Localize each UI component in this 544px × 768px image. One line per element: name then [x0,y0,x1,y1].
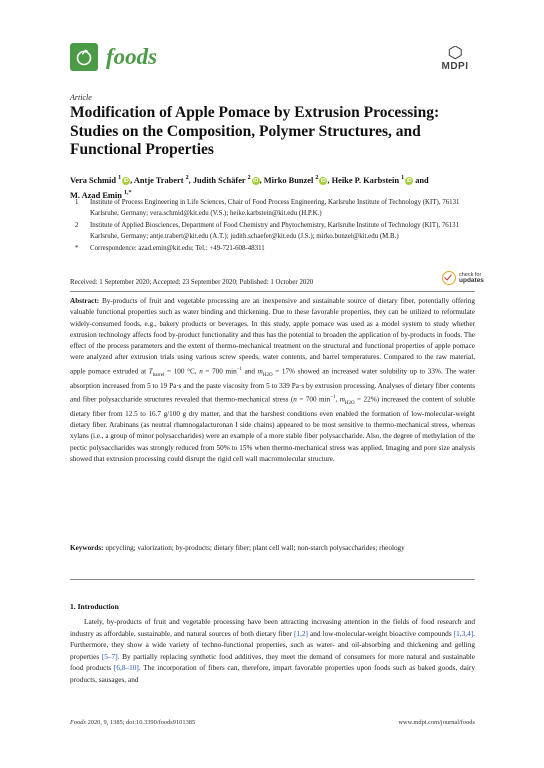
orcid-icon[interactable]: iD [406,177,412,184]
abstract-text: = 700 min [296,395,331,404]
affiliation-item [70,220,480,243]
publisher-name: MDPI [441,61,469,72]
affiliation-item [70,197,480,220]
abstract-text: , [335,395,340,404]
author-name: Heike P. Karbstein [331,175,399,185]
abstract-superscript: −1 [330,394,336,400]
author-list: Vera Schmid $^1$ iD , Antje Trabert $^2$, Judith Schäfer $^2$ iD , Mirko Bunzel $^2$ iD , Heike P. Karbstein $^1$ iD and M. Azad Emin $^{1,*}$ [70,175,429,201]
abstract-symbol: T [148,366,153,375]
divider [70,579,475,580]
affiliation-item [70,243,480,254]
orcid-icon[interactable]: iD [253,177,259,184]
citation-link[interactable]: [5–7] [101,651,118,661]
abstract-subscript: barrel [152,372,165,378]
intro-text: . Furthermore, they show a wide variety of techno-functional properties, such as water- and oil-absorbing and thickening and gelling properties [70,628,475,661]
affiliation-text: Institute of Process Engineering in Life Sciences, Chair of Food Process Engineering, Karlsruhe Institute of Technology (KIT), 76131 Karlsruhe, Germany; vera.schmid@kit.edu (V.S.); heike.karbstein@kit.edu (H.P.K.) [90,199,460,218]
affiliation-mark: 2 [75,221,79,229]
abstract-symbol: n [199,366,203,375]
check-updates-line2: updates [459,277,484,284]
author-name: Mirko Bunzel [263,175,314,185]
author-name: Antje Trabert [133,175,184,185]
abstract-subscript: H2O [262,372,273,378]
footer-doi: 2020, 9, 1385; doi:10.3390/foods9101385 [85,719,196,726]
affiliation-mark: 1 [75,199,79,206]
abstract-text: = 17% showed an increased water solubility up to 33%. The water absorption increased from 5 to 19 Pa·s and the paste viscosity from 5 to 339 Pa·s by extrusion processing. Analyses of dietary fiber contents and fiber polysaccharide structures revealed that thermo-mechanical stress ( [70,366,475,404]
intro-text: and low-molecular-weight bioactive compounds [307,628,454,638]
section-heading: 1. Introduction [70,602,119,611]
divider [70,291,475,292]
article-type: Article [70,93,92,102]
correspondence-text: Correspondence: azad.emin@kit.edu; Tel.: +49-721-608-48311 [90,244,265,252]
author-affil-sup: 1,* [123,190,132,197]
author-affil-sup: 1 [118,175,122,181]
journal-name: foods [106,44,158,69]
abstract-superscript: −1 [236,366,242,372]
citation-link[interactable]: [1,3,4] [453,628,474,638]
check-updates-icon [442,271,456,285]
abstract-text: and [242,366,258,375]
intro-text: . By partially replacing synthetic food additives, they meet the demand of consumers for more natural and sustainable food products [70,651,475,672]
publication-dates: Received: 1 September 2020; Accepted: 23 September 2020; Published: 1 October 2020 [70,279,314,286]
author-affil-sup: 2 [315,175,319,181]
intro-paragraph [70,616,475,685]
check-updates-line1: check for [459,271,482,278]
abstract-text: = 100 °C, [164,366,200,375]
author-name: Vera Schmid [70,175,116,185]
abstract-symbol: m [339,395,345,404]
author-affil-sup: 2 [247,175,251,181]
affiliation-text: Institute of Applied Biosciences, Department of Food Chemistry and Phytochemistry, Karlsruhe Institute of Technology (KIT), 76131 Karlsruhe, Germany; antje.trabert@kit.edu (A.T.); judith.schaefer@kit.edu (J.S.); mirko.bunzel@kit.edu (M.B.) [90,221,460,241]
citation-link[interactable]: [1,2] [293,628,308,638]
author-name: M. Azad Emin [70,191,122,201]
footer-url[interactable]: www.mdpi.com/journal/foods [398,719,475,726]
keywords-label: Keywords: [70,544,104,552]
paper-title: Modification of Apple Pomace by Extrusion Processing: Studies on the Composition, Polymer Structures, and Functional Properties [70,104,440,158]
mdpi-logo [434,46,476,72]
author-affil-sup: 1 [401,175,405,181]
orcid-icon[interactable]: iD [320,177,326,184]
authors-and: and [415,175,429,185]
keywords-text: upcycling; valorization; by-products; dietary fiber; plant cell wall; non-starch polysaccharides; rheology [103,544,405,552]
affiliation-list [70,197,480,254]
abstract-text: By-products of fruit and vegetable processing are an inexpensive and sustainable source of dietary fiber, potentially offering valuable functional properties such as water binding and thickening. Due to these favorable properties, they can be utilized to reformulate widely-consumed foods, e.g., bakery products or beverages. In this study, apple pomace was used as a model system to study whether extrusion technology affects food by-product functionality and thus has the potential to broaden the application of by-products in foods. The effect of the process parameters and the extent of thermo-mechanical treatment on the structural and functional properties of apple pomace were analyzed after extrusion trials using various screw speeds, water contents, and barrel temperatures. Compared to the raw material, apple pomace extruded at [70,297,475,375]
footer-citation [70,719,195,726]
author-affil-sup: 2 [185,175,189,181]
abstract-symbol: n [293,395,297,404]
check-updates-text [459,272,484,285]
orcid-icon[interactable]: iD [123,177,129,184]
citation-link[interactable]: [6,8–10] [113,663,139,672]
affiliation-mark: * [75,244,79,252]
foods-logo-icon [70,43,98,71]
footer-journal: Foods [70,719,86,726]
intro-text: . The incorporation of fibers can, therefore, impart favorable properties upon foods such as baked goods, dairy products, sausages, and [70,663,475,684]
abstract-text: = 700 min [202,366,237,375]
journal-header [70,42,157,72]
keywords [70,543,475,555]
intro-text: Lately, by-products of fruit and vegetable processing have been attracting increasing attention in the fields of food research and industry as affordable, sustainable, and natural sources of both dietary fiber [70,617,475,638]
author-name: Judith Schäfer [192,175,246,185]
abstract [70,296,475,465]
abstract-label: Abstract: [70,297,100,305]
abstract-subscript: H2O [344,400,355,406]
abstract-symbol: m [257,366,263,375]
check-for-updates-badge[interactable] [442,267,488,289]
mdpi-logo-icon [434,46,476,60]
abstract-text: = 22%) increased the content of soluble dietary fiber from 12.5 to 16.7 g/100 g dry matter, and that the harshest conditions even enabled the formation of low-molecular-weight dietary fiber. Arabinans (as neutral rhamnogalacturonan I side chains) appeared to be most sensitive to thermo-mechanical stress, whereas xylans (i.e., a group of minor polysaccharides) were an example of a more stable fiber polysaccharide. Also, the degree of methylation of the pectic polysaccharides was strongly reduced from 50% to 15% when thermo-mechanical stress was applied. Imaging and pore size analysis showed that extrusion processing could disrupt the rigid cell wall macromolecular structure. [70,395,475,463]
